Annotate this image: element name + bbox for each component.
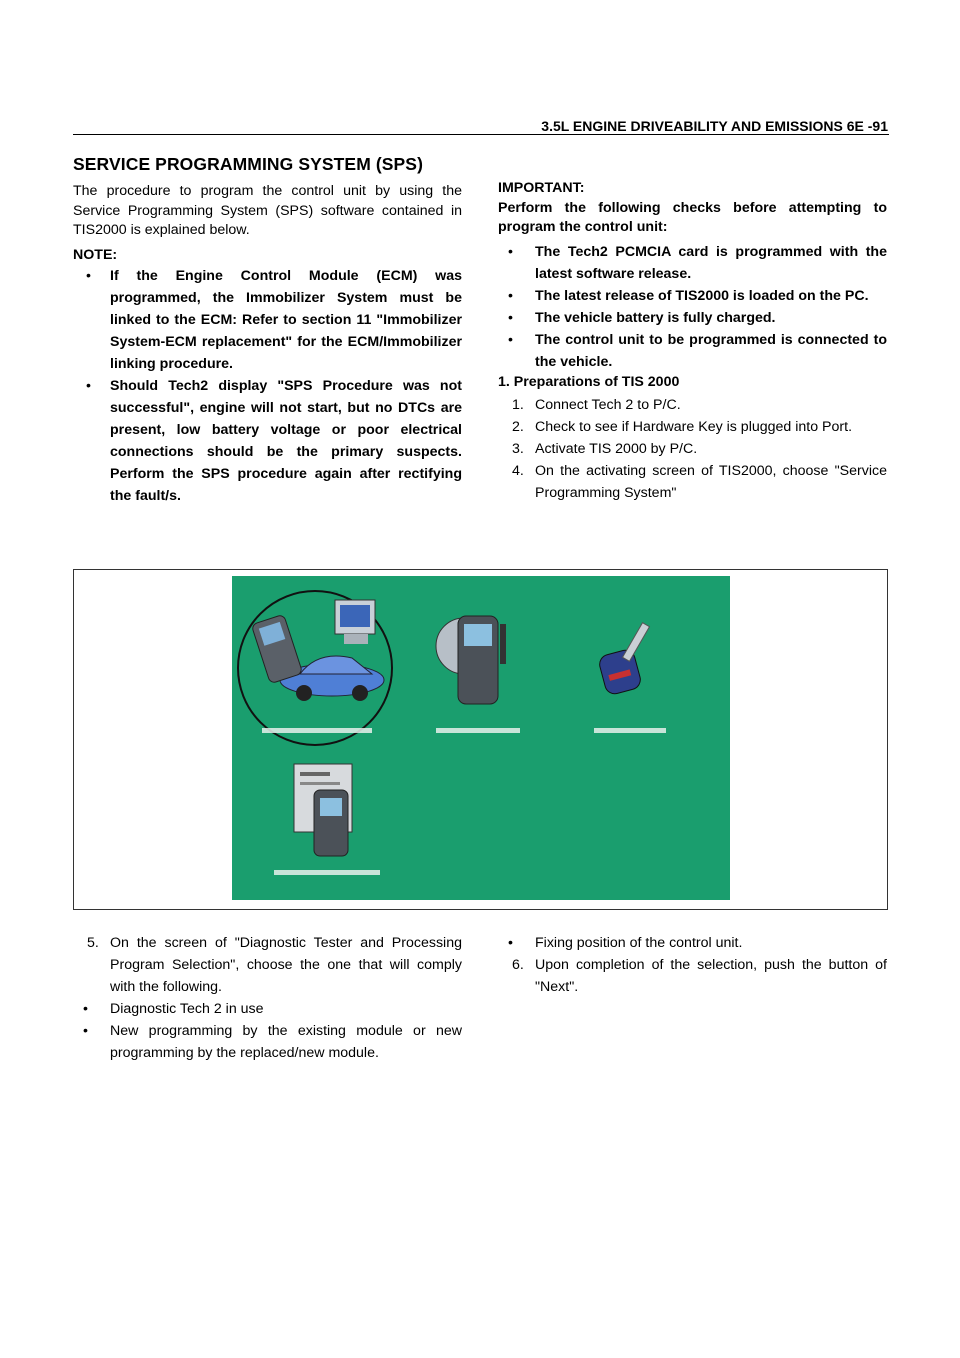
- note-text: If the Engine Control Module (ECM) was programmed, the Immobilizer System must be linked to the ECM: Refer to section 11 "Immobilizer System-ECM replacement" for the ECM/Immobilizer linking procedure.: [110, 268, 462, 372]
- prep-heading: 1. Preparations of TIS 2000: [498, 373, 680, 390]
- list-item: [73, 1020, 462, 1064]
- list-item: [498, 285, 887, 307]
- step-number: 1.: [512, 396, 524, 413]
- bullet-icon: •: [86, 268, 91, 284]
- important-label: IMPORTANT:: [498, 180, 585, 196]
- step5-list: [73, 932, 462, 998]
- step6-list: [498, 954, 887, 998]
- label-bar: [262, 728, 372, 733]
- bullet-text: Fixing position of the control unit.: [535, 935, 743, 951]
- list-item: [73, 998, 462, 1020]
- list-item: [498, 241, 887, 285]
- step-text: Upon completion of the selection, push the button of "Next".: [535, 957, 887, 995]
- important-text: The vehicle battery is fully charged.: [535, 309, 776, 326]
- bullet-icon: •: [508, 243, 513, 260]
- service-programming-icon: [251, 600, 384, 701]
- step-number: 5.: [87, 935, 99, 951]
- step-number: 2.: [512, 418, 524, 435]
- important-list: [498, 241, 887, 373]
- label-bar: [594, 728, 666, 733]
- section-title: SERVICE PROGRAMMING SYSTEM (SPS): [73, 154, 424, 174]
- security-key-icon: [597, 623, 649, 696]
- note-list: [73, 265, 462, 507]
- important-text: The latest release of TIS2000 is loaded on the PC.: [535, 287, 869, 304]
- step-text: On the screen of "Diagnostic Tester and Processing Program Selection", choose the one that will comply with the following.: [110, 935, 462, 995]
- bullet-icon: •: [86, 378, 91, 394]
- list-item: [73, 932, 462, 998]
- bullet-icon: •: [508, 331, 513, 348]
- label-bar: [274, 870, 380, 875]
- list-item: [73, 265, 462, 375]
- list-item: [498, 416, 887, 438]
- step-text: Activate TIS 2000 by P/C.: [535, 440, 698, 457]
- list-item: [498, 307, 887, 329]
- bottom-left-column: [73, 932, 462, 1064]
- bullet-text: Diagnostic Tech 2 in use: [110, 1001, 264, 1017]
- list-item: [498, 329, 887, 373]
- bullet-icon: •: [508, 309, 513, 326]
- list-item: [498, 438, 887, 460]
- page-header: 3.5L ENGINE DRIVEABILITY AND EMISSIONS 6E -91: [541, 118, 888, 134]
- header-rule: [73, 134, 889, 135]
- left-column: [73, 182, 462, 507]
- note-label: NOTE:: [73, 246, 118, 263]
- bullet-icon: •: [83, 1001, 88, 1017]
- step-number: 4.: [512, 462, 524, 479]
- bullet-icon: •: [83, 1023, 88, 1039]
- step-number: 6.: [512, 957, 524, 973]
- important-intro: Perform the following checks before attempting to program the control unit:: [498, 199, 887, 235]
- note-text: Should Tech2 display "SPS Procedure was not successful", engine will not start, but no DTCs are present, low battery voltage or poor electrical connections should be the primary suspects. Perform the SPS procedure again after rectifying the fault/s.: [110, 378, 462, 504]
- step-text: Check to see if Hardware Key is plugged into Port.: [535, 418, 853, 435]
- steps-list: [498, 394, 887, 504]
- step-text: On the activating screen of TIS2000, choose "Service Programming System": [535, 462, 887, 501]
- tis-screen-figure: [232, 576, 730, 900]
- tech2-icon: [436, 616, 506, 704]
- list-item: [498, 394, 887, 416]
- important-text: The Tech2 PCMCIA card is programmed with the latest software release.: [535, 243, 887, 282]
- important-text: The control unit to be programmed is connected to the vehicle.: [535, 331, 887, 370]
- bullet-text: New programming by the existing module or new programming by the replaced/new module.: [110, 1023, 462, 1061]
- list-item: [73, 375, 462, 507]
- step-number: 3.: [512, 440, 524, 457]
- bullet-icon: •: [508, 287, 513, 304]
- right-column: [498, 179, 887, 504]
- list-item: [498, 932, 887, 954]
- bullet-icon: •: [508, 935, 513, 951]
- bottom-right-column: [498, 932, 887, 998]
- figure-svg: [232, 576, 730, 900]
- step5-bullets: [73, 998, 462, 1064]
- list-item: [498, 954, 887, 998]
- intro-paragraph: The procedure to program the control unit by using the Service Programming System (SPS) software contained in TIS2000 is explained below.: [73, 183, 462, 238]
- list-item: [498, 460, 887, 504]
- step5-bullets-cont: [498, 932, 887, 954]
- step-text: Connect Tech 2 to P/C.: [535, 396, 681, 413]
- label-bar: [436, 728, 520, 733]
- diagnostic-tester-icon: [294, 764, 352, 856]
